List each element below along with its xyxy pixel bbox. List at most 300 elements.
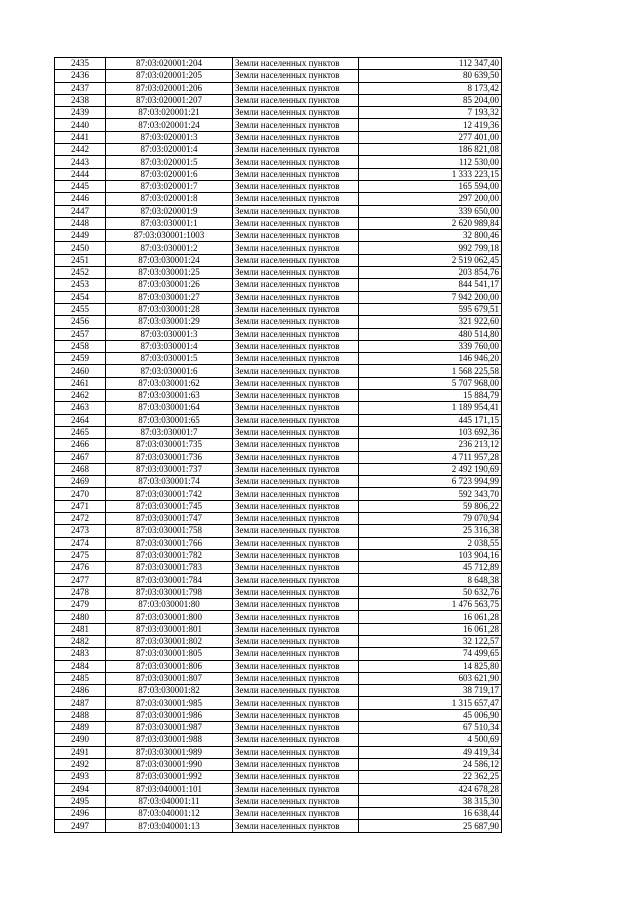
table-row bbox=[55, 328, 502, 340]
row-number-cell: 2482 bbox=[55, 635, 106, 647]
cadastral-number-cell: 87:03:030001:1003 bbox=[106, 230, 233, 242]
cadastral-number-cell: 87:03:030001:990 bbox=[106, 758, 233, 770]
land-category-cell: Земли населенных пунктов bbox=[233, 660, 359, 672]
land-category-cell: Земли населенных пунктов bbox=[233, 402, 359, 414]
row-number-cell: 2467 bbox=[55, 451, 106, 463]
land-category-cell: Земли населенных пунктов bbox=[233, 230, 359, 242]
table-row bbox=[55, 586, 502, 598]
cadastral-value-cell: 24 586,12 bbox=[359, 758, 502, 770]
cadastral-value-cell: 112 347,40 bbox=[359, 58, 502, 70]
cadastral-number-cell: 87:03:030001:737 bbox=[106, 463, 233, 475]
cadastral-number-cell: 87:03:030001:27 bbox=[106, 291, 233, 303]
row-number-cell: 2479 bbox=[55, 599, 106, 611]
row-number-cell: 2486 bbox=[55, 685, 106, 697]
cadastral-number-cell: 87:03:040001:12 bbox=[106, 808, 233, 820]
cadastral-number-cell: 87:03:030001:7 bbox=[106, 426, 233, 438]
cadastral-number-cell: 87:03:030001:988 bbox=[106, 734, 233, 746]
cadastral-value-cell: 6 723 994,99 bbox=[359, 476, 502, 488]
cadastral-number-cell: 87:03:030001:735 bbox=[106, 439, 233, 451]
land-category-cell: Земли населенных пунктов bbox=[233, 488, 359, 500]
cadastral-number-cell: 87:03:020001:4 bbox=[106, 144, 233, 156]
table-row bbox=[55, 635, 502, 647]
table-row bbox=[55, 377, 502, 389]
cadastral-value-cell: 8 173,42 bbox=[359, 82, 502, 94]
cadastral-value-cell: 16 061,28 bbox=[359, 623, 502, 635]
land-category-cell: Земли населенных пунктов bbox=[233, 107, 359, 119]
table-row bbox=[55, 242, 502, 254]
table-row bbox=[55, 168, 502, 180]
row-number-cell: 2483 bbox=[55, 648, 106, 660]
land-category-cell: Земли населенных пунктов bbox=[233, 193, 359, 205]
table-row bbox=[55, 500, 502, 512]
land-category-cell: Земли населенных пунктов bbox=[233, 599, 359, 611]
cadastral-number-cell: 87:03:020001:21 bbox=[106, 107, 233, 119]
land-category-cell: Земли населенных пунктов bbox=[233, 316, 359, 328]
cadastral-value-cell: 186 821,08 bbox=[359, 144, 502, 156]
cadastral-number-cell: 87:03:030001:745 bbox=[106, 500, 233, 512]
table-row bbox=[55, 599, 502, 611]
cadastral-number-cell: 87:03:020001:8 bbox=[106, 193, 233, 205]
cadastral-number-cell: 87:03:030001:989 bbox=[106, 746, 233, 758]
cadastral-value-cell: 67 510,34 bbox=[359, 722, 502, 734]
row-number-cell: 2466 bbox=[55, 439, 106, 451]
cadastral-number-cell: 87:03:020001:24 bbox=[106, 119, 233, 131]
land-category-cell: Земли населенных пунктов bbox=[233, 795, 359, 807]
land-category-cell: Земли населенных пунктов bbox=[233, 168, 359, 180]
land-category-cell: Земли населенных пунктов bbox=[233, 254, 359, 266]
land-category-cell: Земли населенных пунктов bbox=[233, 746, 359, 758]
land-category-cell: Земли населенных пунктов bbox=[233, 476, 359, 488]
land-registry-table bbox=[54, 57, 502, 833]
cadastral-value-cell: 2 519 062,45 bbox=[359, 254, 502, 266]
cadastral-value-cell: 15 884,79 bbox=[359, 390, 502, 402]
cadastral-value-cell: 7 193,32 bbox=[359, 107, 502, 119]
row-number-cell: 2474 bbox=[55, 537, 106, 549]
cadastral-value-cell: 112 530,00 bbox=[359, 156, 502, 168]
table-row bbox=[55, 672, 502, 684]
row-number-cell: 2436 bbox=[55, 70, 106, 82]
land-category-cell: Земли населенных пунктов bbox=[233, 291, 359, 303]
cadastral-value-cell: 1 568 225,58 bbox=[359, 365, 502, 377]
land-category-cell: Земли населенных пунктов bbox=[233, 512, 359, 524]
cadastral-value-cell: 8 648,38 bbox=[359, 574, 502, 586]
cadastral-value-cell: 445 171,15 bbox=[359, 414, 502, 426]
land-category-cell: Земли населенных пунктов bbox=[233, 623, 359, 635]
cadastral-value-cell: 14 825,80 bbox=[359, 660, 502, 672]
row-number-cell: 2452 bbox=[55, 267, 106, 279]
row-number-cell: 2463 bbox=[55, 402, 106, 414]
table-row bbox=[55, 390, 502, 402]
table-row bbox=[55, 156, 502, 168]
table-row bbox=[55, 303, 502, 315]
cadastral-number-cell: 87:03:030001:800 bbox=[106, 611, 233, 623]
cadastral-number-cell: 87:03:030001:3 bbox=[106, 328, 233, 340]
row-number-cell: 2449 bbox=[55, 230, 106, 242]
row-number-cell: 2472 bbox=[55, 512, 106, 524]
row-number-cell: 2470 bbox=[55, 488, 106, 500]
table-row bbox=[55, 771, 502, 783]
row-number-cell: 2484 bbox=[55, 660, 106, 672]
row-number-cell: 2448 bbox=[55, 217, 106, 229]
row-number-cell: 2446 bbox=[55, 193, 106, 205]
row-number-cell: 2445 bbox=[55, 180, 106, 192]
row-number-cell: 2460 bbox=[55, 365, 106, 377]
land-category-cell: Земли населенных пунктов bbox=[233, 377, 359, 389]
row-number-cell: 2473 bbox=[55, 525, 106, 537]
land-category-cell: Земли населенных пунктов bbox=[233, 119, 359, 131]
land-category-cell: Земли населенных пунктов bbox=[233, 242, 359, 254]
cadastral-value-cell: 992 799,18 bbox=[359, 242, 502, 254]
table-row bbox=[55, 476, 502, 488]
row-number-cell: 2492 bbox=[55, 758, 106, 770]
cadastral-value-cell: 1 189 954,41 bbox=[359, 402, 502, 414]
row-number-cell: 2461 bbox=[55, 377, 106, 389]
table-row bbox=[55, 697, 502, 709]
table-row bbox=[55, 463, 502, 475]
cadastral-number-cell: 87:03:030001:801 bbox=[106, 623, 233, 635]
row-number-cell: 2491 bbox=[55, 746, 106, 758]
cadastral-number-cell: 87:03:020001:6 bbox=[106, 168, 233, 180]
table-row bbox=[55, 58, 502, 70]
land-category-cell: Земли населенных пунктов bbox=[233, 463, 359, 475]
table-row bbox=[55, 70, 502, 82]
cadastral-number-cell: 87:03:030001:64 bbox=[106, 402, 233, 414]
land-category-cell: Земли населенных пунктов bbox=[233, 414, 359, 426]
row-number-cell: 2439 bbox=[55, 107, 106, 119]
table-row bbox=[55, 562, 502, 574]
row-number-cell: 2457 bbox=[55, 328, 106, 340]
cadastral-number-cell: 87:03:020001:5 bbox=[106, 156, 233, 168]
row-number-cell: 2469 bbox=[55, 476, 106, 488]
cadastral-number-cell: 87:03:030001:987 bbox=[106, 722, 233, 734]
land-category-cell: Земли населенных пунктов bbox=[233, 820, 359, 832]
table-row bbox=[55, 451, 502, 463]
cadastral-value-cell: 165 594,00 bbox=[359, 180, 502, 192]
cadastral-value-cell: 25 687,90 bbox=[359, 820, 502, 832]
table-row bbox=[55, 291, 502, 303]
table-row bbox=[55, 722, 502, 734]
land-category-cell: Земли населенных пунктов bbox=[233, 672, 359, 684]
cadastral-value-cell: 592 343,70 bbox=[359, 488, 502, 500]
cadastral-value-cell: 146 946,20 bbox=[359, 353, 502, 365]
cadastral-number-cell: 87:03:020001:9 bbox=[106, 205, 233, 217]
cadastral-number-cell: 87:03:030001:63 bbox=[106, 390, 233, 402]
cadastral-number-cell: 87:03:020001:7 bbox=[106, 180, 233, 192]
registry-table-body bbox=[55, 58, 502, 833]
cadastral-number-cell: 87:03:020001:3 bbox=[106, 131, 233, 143]
row-number-cell: 2435 bbox=[55, 58, 106, 70]
row-number-cell: 2440 bbox=[55, 119, 106, 131]
table-row bbox=[55, 734, 502, 746]
cadastral-value-cell: 7 942 200,00 bbox=[359, 291, 502, 303]
row-number-cell: 2488 bbox=[55, 709, 106, 721]
land-category-cell: Земли населенных пунктов bbox=[233, 340, 359, 352]
cadastral-number-cell: 87:03:030001:742 bbox=[106, 488, 233, 500]
cadastral-value-cell: 1 315 657,47 bbox=[359, 697, 502, 709]
land-category-cell: Земли населенных пунктов bbox=[233, 586, 359, 598]
cadastral-value-cell: 2 038,55 bbox=[359, 537, 502, 549]
land-category-cell: Земли населенных пунктов bbox=[233, 217, 359, 229]
table-row bbox=[55, 131, 502, 143]
table-row bbox=[55, 574, 502, 586]
land-category-cell: Земли населенных пунктов bbox=[233, 537, 359, 549]
row-number-cell: 2481 bbox=[55, 623, 106, 635]
row-number-cell: 2471 bbox=[55, 500, 106, 512]
cadastral-value-cell: 32 122,57 bbox=[359, 635, 502, 647]
land-category-cell: Земли населенных пунктов bbox=[233, 439, 359, 451]
table-row bbox=[55, 426, 502, 438]
land-category-cell: Земли населенных пунктов bbox=[233, 709, 359, 721]
row-number-cell: 2450 bbox=[55, 242, 106, 254]
land-category-cell: Земли населенных пунктов bbox=[233, 771, 359, 783]
cadastral-number-cell: 87:03:030001:736 bbox=[106, 451, 233, 463]
row-number-cell: 2438 bbox=[55, 94, 106, 106]
cadastral-number-cell: 87:03:030001:26 bbox=[106, 279, 233, 291]
cadastral-value-cell: 79 070,94 bbox=[359, 512, 502, 524]
cadastral-number-cell: 87:03:020001:205 bbox=[106, 70, 233, 82]
cadastral-number-cell: 87:03:030001:805 bbox=[106, 648, 233, 660]
table-row bbox=[55, 512, 502, 524]
row-number-cell: 2456 bbox=[55, 316, 106, 328]
land-category-cell: Земли населенных пунктов bbox=[233, 648, 359, 660]
row-number-cell: 2437 bbox=[55, 82, 106, 94]
land-category-cell: Земли населенных пунктов bbox=[233, 180, 359, 192]
land-category-cell: Земли населенных пунктов bbox=[233, 365, 359, 377]
row-number-cell: 2475 bbox=[55, 549, 106, 561]
row-number-cell: 2441 bbox=[55, 131, 106, 143]
land-category-cell: Земли населенных пунктов bbox=[233, 94, 359, 106]
cadastral-value-cell: 4 500,69 bbox=[359, 734, 502, 746]
table-row bbox=[55, 316, 502, 328]
table-row bbox=[55, 205, 502, 217]
cadastral-value-cell: 297 200,00 bbox=[359, 193, 502, 205]
cadastral-number-cell: 87:03:030001:80 bbox=[106, 599, 233, 611]
table-row bbox=[55, 144, 502, 156]
table-row bbox=[55, 193, 502, 205]
row-number-cell: 2495 bbox=[55, 795, 106, 807]
cadastral-number-cell: 87:03:030001:985 bbox=[106, 697, 233, 709]
table-row bbox=[55, 82, 502, 94]
cadastral-value-cell: 22 362,25 bbox=[359, 771, 502, 783]
land-category-cell: Земли населенных пунктов bbox=[233, 131, 359, 143]
table-row bbox=[55, 488, 502, 500]
cadastral-number-cell: 87:03:040001:101 bbox=[106, 783, 233, 795]
cadastral-value-cell: 321 922,60 bbox=[359, 316, 502, 328]
cadastral-value-cell: 103 904,16 bbox=[359, 549, 502, 561]
cadastral-value-cell: 424 678,28 bbox=[359, 783, 502, 795]
land-category-cell: Земли населенных пунктов bbox=[233, 758, 359, 770]
land-category-cell: Земли населенных пунктов bbox=[233, 500, 359, 512]
row-number-cell: 2478 bbox=[55, 586, 106, 598]
cadastral-value-cell: 59 806,22 bbox=[359, 500, 502, 512]
table-row bbox=[55, 180, 502, 192]
cadastral-number-cell: 87:03:040001:13 bbox=[106, 820, 233, 832]
table-row bbox=[55, 119, 502, 131]
cadastral-value-cell: 45 712,89 bbox=[359, 562, 502, 574]
cadastral-value-cell: 603 621,90 bbox=[359, 672, 502, 684]
cadastral-number-cell: 87:03:020001:204 bbox=[106, 58, 233, 70]
row-number-cell: 2444 bbox=[55, 168, 106, 180]
row-number-cell: 2494 bbox=[55, 783, 106, 795]
cadastral-number-cell: 87:03:030001:24 bbox=[106, 254, 233, 266]
row-number-cell: 2459 bbox=[55, 353, 106, 365]
cadastral-number-cell: 87:03:030001:806 bbox=[106, 660, 233, 672]
cadastral-number-cell: 87:03:030001:766 bbox=[106, 537, 233, 549]
land-category-cell: Земли населенных пунктов bbox=[233, 303, 359, 315]
cadastral-number-cell: 87:03:030001:807 bbox=[106, 672, 233, 684]
land-category-cell: Земли населенных пунктов bbox=[233, 205, 359, 217]
cadastral-value-cell: 74 499,65 bbox=[359, 648, 502, 660]
land-category-cell: Земли населенных пунктов bbox=[233, 562, 359, 574]
cadastral-value-cell: 85 204,00 bbox=[359, 94, 502, 106]
table-row bbox=[55, 648, 502, 660]
land-category-cell: Земли населенных пунктов bbox=[233, 611, 359, 623]
row-number-cell: 2477 bbox=[55, 574, 106, 586]
land-category-cell: Земли населенных пунктов bbox=[233, 734, 359, 746]
table-row bbox=[55, 611, 502, 623]
land-category-cell: Земли населенных пунктов bbox=[233, 279, 359, 291]
cadastral-number-cell: 87:03:040001:11 bbox=[106, 795, 233, 807]
land-category-cell: Земли населенных пунктов bbox=[233, 685, 359, 697]
cadastral-value-cell: 25 316,38 bbox=[359, 525, 502, 537]
cadastral-number-cell: 87:03:030001:5 bbox=[106, 353, 233, 365]
table-row bbox=[55, 808, 502, 820]
land-category-cell: Земли населенных пунктов bbox=[233, 426, 359, 438]
cadastral-number-cell: 87:03:030001:6 bbox=[106, 365, 233, 377]
cadastral-value-cell: 2 492 190,69 bbox=[359, 463, 502, 475]
table-row bbox=[55, 709, 502, 721]
table-row bbox=[55, 820, 502, 832]
cadastral-value-cell: 49 419,34 bbox=[359, 746, 502, 758]
table-row bbox=[55, 783, 502, 795]
land-category-cell: Земли населенных пунктов bbox=[233, 144, 359, 156]
land-category-cell: Земли населенных пунктов bbox=[233, 82, 359, 94]
land-category-cell: Земли населенных пунктов bbox=[233, 451, 359, 463]
cadastral-number-cell: 87:03:030001:62 bbox=[106, 377, 233, 389]
row-number-cell: 2490 bbox=[55, 734, 106, 746]
table-row bbox=[55, 439, 502, 451]
table-row bbox=[55, 537, 502, 549]
cadastral-number-cell: 87:03:030001:758 bbox=[106, 525, 233, 537]
cadastral-value-cell: 32 800,46 bbox=[359, 230, 502, 242]
cadastral-value-cell: 50 632,76 bbox=[359, 586, 502, 598]
land-category-cell: Земли населенных пунктов bbox=[233, 328, 359, 340]
cadastral-value-cell: 12 419,36 bbox=[359, 119, 502, 131]
cadastral-value-cell: 339 650,00 bbox=[359, 205, 502, 217]
table-row bbox=[55, 94, 502, 106]
cadastral-value-cell: 1 476 563,75 bbox=[359, 599, 502, 611]
land-category-cell: Земли населенных пунктов bbox=[233, 267, 359, 279]
row-number-cell: 2489 bbox=[55, 722, 106, 734]
row-number-cell: 2447 bbox=[55, 205, 106, 217]
table-row bbox=[55, 279, 502, 291]
table-row bbox=[55, 795, 502, 807]
cadastral-value-cell: 339 760,00 bbox=[359, 340, 502, 352]
table-row bbox=[55, 746, 502, 758]
cadastral-number-cell: 87:03:030001:74 bbox=[106, 476, 233, 488]
cadastral-value-cell: 38 315,30 bbox=[359, 795, 502, 807]
cadastral-number-cell: 87:03:030001:802 bbox=[106, 635, 233, 647]
land-category-cell: Земли населенных пунктов bbox=[233, 635, 359, 647]
row-number-cell: 2458 bbox=[55, 340, 106, 352]
cadastral-value-cell: 38 719,17 bbox=[359, 685, 502, 697]
table-row bbox=[55, 549, 502, 561]
cadastral-value-cell: 5 707 968,00 bbox=[359, 377, 502, 389]
land-category-cell: Земли населенных пунктов bbox=[233, 390, 359, 402]
land-category-cell: Земли населенных пунктов bbox=[233, 549, 359, 561]
row-number-cell: 2485 bbox=[55, 672, 106, 684]
land-category-cell: Земли населенных пунктов bbox=[233, 808, 359, 820]
cadastral-number-cell: 87:03:030001:986 bbox=[106, 709, 233, 721]
cadastral-value-cell: 236 213,12 bbox=[359, 439, 502, 451]
cadastral-value-cell: 103 692,36 bbox=[359, 426, 502, 438]
row-number-cell: 2443 bbox=[55, 156, 106, 168]
cadastral-number-cell: 87:03:030001:2 bbox=[106, 242, 233, 254]
land-category-cell: Земли населенных пунктов bbox=[233, 353, 359, 365]
cadastral-number-cell: 87:03:030001:747 bbox=[106, 512, 233, 524]
cadastral-number-cell: 87:03:030001:783 bbox=[106, 562, 233, 574]
table-row bbox=[55, 254, 502, 266]
cadastral-number-cell: 87:03:020001:206 bbox=[106, 82, 233, 94]
cadastral-number-cell: 87:03:030001:29 bbox=[106, 316, 233, 328]
row-number-cell: 2468 bbox=[55, 463, 106, 475]
cadastral-number-cell: 87:03:030001:784 bbox=[106, 574, 233, 586]
cadastral-value-cell: 203 854,76 bbox=[359, 267, 502, 279]
land-category-cell: Земли населенных пунктов bbox=[233, 58, 359, 70]
row-number-cell: 2480 bbox=[55, 611, 106, 623]
table-row bbox=[55, 340, 502, 352]
cadastral-value-cell: 2 620 989,84 bbox=[359, 217, 502, 229]
land-category-cell: Земли населенных пунктов bbox=[233, 156, 359, 168]
table-row bbox=[55, 353, 502, 365]
table-row bbox=[55, 525, 502, 537]
row-number-cell: 2454 bbox=[55, 291, 106, 303]
table-row bbox=[55, 217, 502, 229]
land-category-cell: Земли населенных пунктов bbox=[233, 722, 359, 734]
cadastral-number-cell: 87:03:030001:65 bbox=[106, 414, 233, 426]
cadastral-number-cell: 87:03:030001:992 bbox=[106, 771, 233, 783]
table-row bbox=[55, 107, 502, 119]
cadastral-value-cell: 80 639,50 bbox=[359, 70, 502, 82]
table-row bbox=[55, 660, 502, 672]
cadastral-value-cell: 1 333 223,15 bbox=[359, 168, 502, 180]
table-row bbox=[55, 230, 502, 242]
land-category-cell: Земли населенных пунктов bbox=[233, 574, 359, 586]
row-number-cell: 2451 bbox=[55, 254, 106, 266]
cadastral-number-cell: 87:03:030001:798 bbox=[106, 586, 233, 598]
cadastral-number-cell: 87:03:030001:82 bbox=[106, 685, 233, 697]
row-number-cell: 2497 bbox=[55, 820, 106, 832]
table-row bbox=[55, 685, 502, 697]
land-category-cell: Земли населенных пунктов bbox=[233, 70, 359, 82]
cadastral-number-cell: 87:03:030001:1 bbox=[106, 217, 233, 229]
row-number-cell: 2496 bbox=[55, 808, 106, 820]
land-category-cell: Земли населенных пунктов bbox=[233, 525, 359, 537]
row-number-cell: 2487 bbox=[55, 697, 106, 709]
cadastral-value-cell: 480 514,80 bbox=[359, 328, 502, 340]
cadastral-value-cell: 277 401,00 bbox=[359, 131, 502, 143]
table-row bbox=[55, 402, 502, 414]
row-number-cell: 2453 bbox=[55, 279, 106, 291]
table-row bbox=[55, 414, 502, 426]
cadastral-value-cell: 595 679,51 bbox=[359, 303, 502, 315]
cadastral-number-cell: 87:03:030001:4 bbox=[106, 340, 233, 352]
row-number-cell: 2442 bbox=[55, 144, 106, 156]
table-row bbox=[55, 267, 502, 279]
row-number-cell: 2464 bbox=[55, 414, 106, 426]
cadastral-number-cell: 87:03:030001:28 bbox=[106, 303, 233, 315]
land-category-cell: Земли населенных пунктов bbox=[233, 697, 359, 709]
